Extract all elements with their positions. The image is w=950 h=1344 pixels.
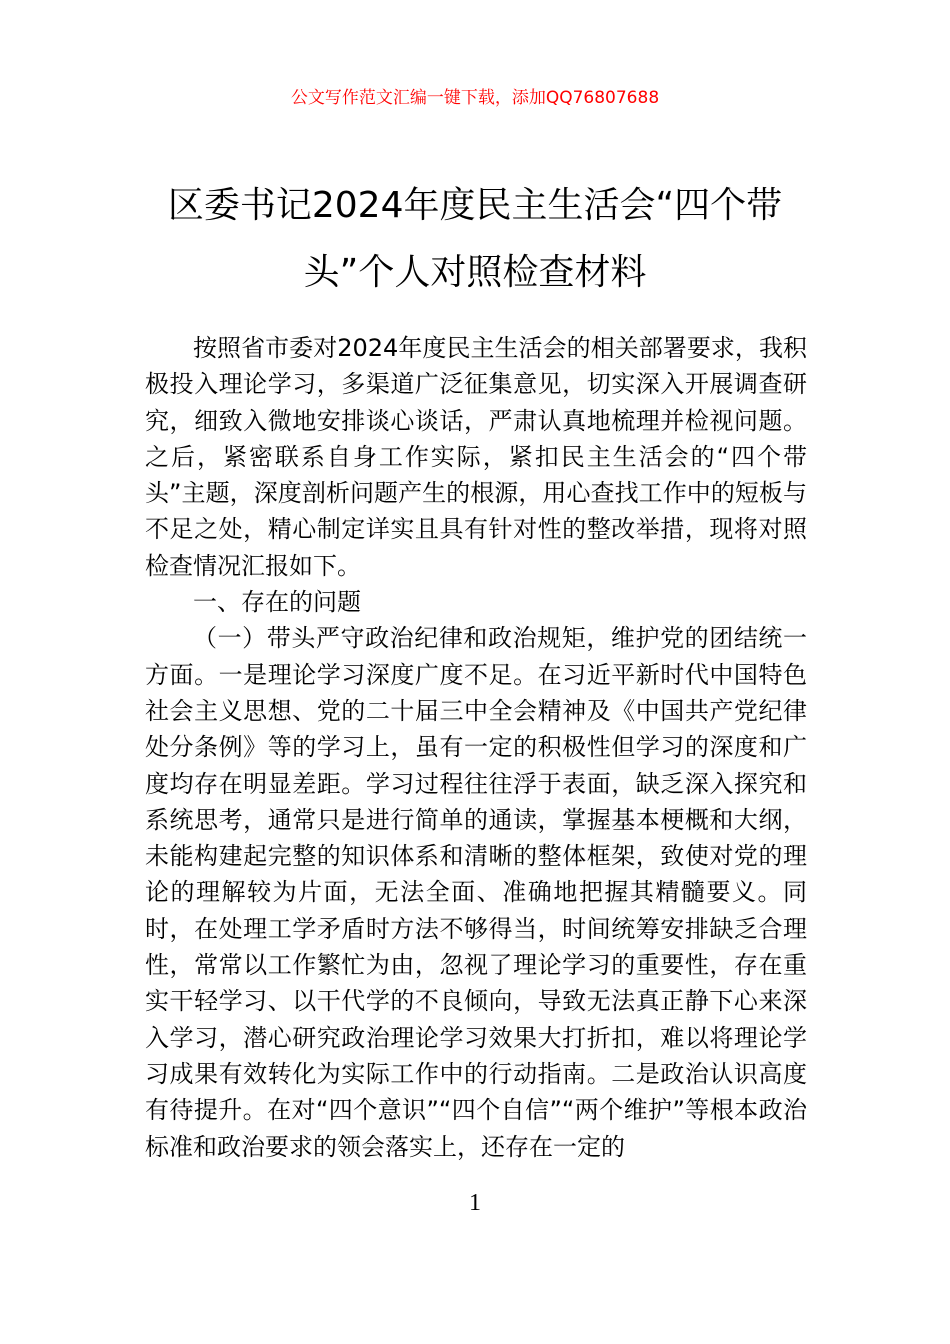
document-title: 区委书记2024年度民主生活会“四个带头”个人对照检查材料 xyxy=(167,185,783,293)
section-heading: 一、存在的问题 xyxy=(193,588,361,617)
body-paragraph: （一）带头严守政治纪律和政治规矩，维护党的团结统一方面。一是理论学习深度广度不足。在习近平新时代中国特色社会主义思想、党的二十届三中全会精神及《中国共产党纪律处分条例》等的学习上，虽有一定的积极性但学习的深度和广度均存在明显差距。学习过程往往浮于表面，缺乏深入探究和系统思考，通常只是进行简单的通读，掌握基本梗概和大纲，未能构建起完整的知识体系和清晰的整体框架，致使对党的理论的理解较为片面，无法全面、准确地把握其精髓要义。同时，在处理工学矛盾时方法不够得当，时间统筹安排缺乏合理性，常常以工作繁忙为由，忽视了理论学习的重要性，存在重实干轻学习、以干代学的不良倾向，导致无法真正静下心来深入学习，潜心研究政治理论学习效果大打折扣，难以将理论学习成果有效转化为实际工作中的行动指南。二是政治认识高度有待提升。在对“四个意识”“四个自信”“两个维护”等根本政治标准和政治要求的领会落实上，还存在一定的 xyxy=(145,624,807,1161)
document-body xyxy=(145,330,807,1165)
download-banner: 公文写作范文汇编一键下载，添加QQ76807688 xyxy=(290,88,660,108)
intro-paragraph: 按照省市委对2024年度民主生活会的相关部署要求，我积极投入理论学习，多渠道广泛征集意见，切实深入开展调查研究，细致入微地安排谈心谈话，严肃认真地梳理并检视问题。之后，紧密联系自身工作实际，紧扣民主生活会的“四个带头”主题，深度剖析问题产生的根源，用心查找工作中的短板与不足之处，精心制定详实且具有针对性的整改举措，现将对照检查情况汇报如下。 xyxy=(145,334,807,580)
page-number: 1 xyxy=(469,1190,481,1216)
